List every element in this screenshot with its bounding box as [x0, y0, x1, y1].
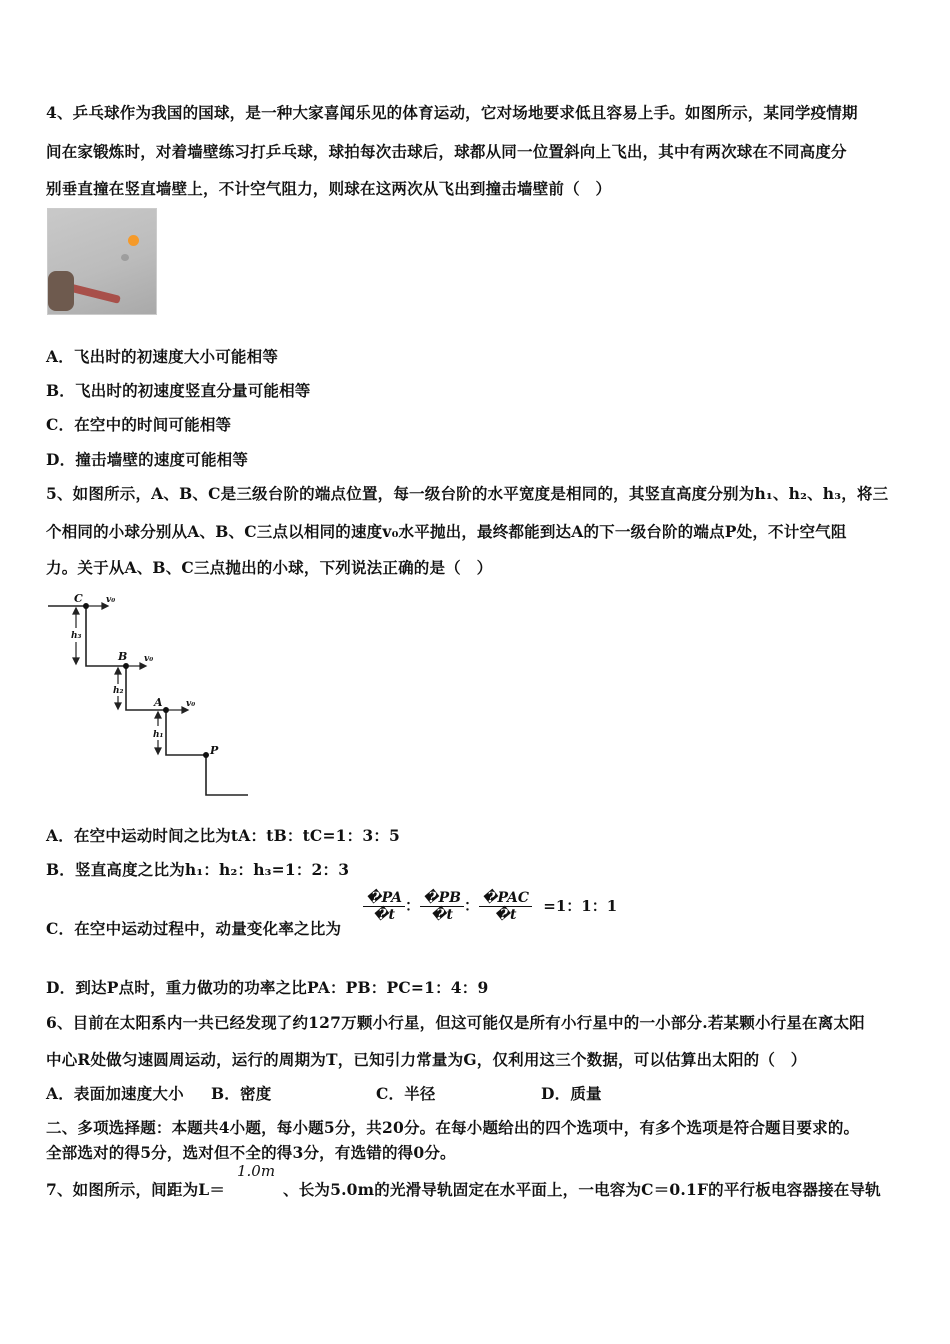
q6-option-c: C．半径: [376, 1084, 436, 1103]
label-h2: h₂: [113, 686, 124, 696]
q4-line-3: 别垂直撞在竖直墙壁上，不计空气阻力，则球在这两次从飞出到撞击墙壁前（ ）: [46, 179, 612, 198]
q4-option-a: A．飞出时的初速度大小可能相等: [46, 347, 279, 366]
q4-line-2: 间在家锻炼时，对着墙壁练习打乒乓球，球拍每次击球后，球都从同一位置斜向上飞出，其中有两次球在不同高度分: [46, 142, 847, 161]
q6-option-a: A．表面加速度大小: [46, 1084, 184, 1103]
section2-line-2: 全部选对的得5分，选对但不全的得3分，有选错的得0分。: [46, 1143, 456, 1162]
label-h1: h₁: [153, 730, 164, 740]
q5-option-c-prefix: C．在空中运动过程中，动量变化率之比为: [46, 919, 342, 938]
label-v0-a: v₀: [186, 699, 196, 709]
q5-option-a: A．在空中运动时间之比为tA：tB：tC=1：3：5: [46, 826, 401, 845]
ball-shadow: [121, 254, 129, 261]
q7-math-length: 1.0m: [237, 1162, 276, 1180]
q4-line-1: 4、乒乓球作为我国的国球，是一种大家喜闻乐见的体育运动，它对场地要求低且容易上手。如图所示，某同学疫情期: [46, 103, 858, 122]
q6-line-2: 中心R处做匀速圆周运动，运行的周期为T，已知引力常量为G，仅利用这三个数据，可以估算出太阳的（ ）: [46, 1050, 807, 1069]
q5-option-b: B．竖直高度之比为h₁：h₂：h₃=1：2：3: [46, 860, 350, 879]
label-b: B: [118, 650, 128, 663]
hand: [48, 271, 74, 311]
q4-option-c: C．在空中的时间可能相等: [46, 415, 232, 434]
q7-prefix: 7、如图所示，间距为L＝: [46, 1180, 226, 1199]
fraction-c: $\frac{\text{�PAC}}{�t}$: [479, 890, 532, 923]
q5-line-3: 力。关于从A、B、C三点抛出的小球，下列说法正确的是（ ）: [46, 558, 493, 577]
label-v0-c: v₀: [106, 595, 116, 605]
label-a: A: [154, 696, 163, 709]
section2-line-1: 二、多项选择题：本题共4小题，每小题5分，共20分。在每小题给出的四个选项中，有多个选项是符合题目要求的。: [46, 1118, 860, 1137]
q5-line-1: 5、如图所示，A、B、C是三级台阶的端点位置，每一级台阶的水平宽度是相同的，其竖直高度分别为h₁、h₂、h₃，将三: [46, 484, 889, 503]
q4-option-b: B．飞出时的初速度竖直分量可能相等: [46, 381, 311, 400]
label-v0-b: v₀: [144, 654, 154, 664]
ping-pong-photo: [47, 208, 157, 315]
q7-rest: 、长为5.0m的光滑导轨固定在水平面上，一电容为C＝0.1F的平行板电容器接在导轨: [283, 1180, 881, 1199]
q6-line-1: 6、目前在太阳系内一共已经发现了约127万颗小行星，但这可能仅是所有小行星中的一小部分.若某颗小行星在离太阳: [46, 1013, 865, 1032]
q4-option-d: D．撞击墙壁的速度可能相等: [46, 450, 249, 469]
ball-icon: [128, 235, 139, 246]
q6-option-d: D．质量: [541, 1084, 602, 1103]
q6-option-b: B．密度: [211, 1084, 272, 1103]
label-p: P: [210, 744, 219, 757]
q5-option-d: D．到达P点时，重力做功的功率之比PA：PB：PC=1：4：9: [46, 978, 489, 997]
q5-option-c-formula: $\frac{�PA}{�t}$ ： $\frac{�PB}{�t}$ ： $\frac{\text{�PAC}}{�t}$ =1：1：1: [363, 890, 617, 923]
q5-line-2: 个相同的小球分别从A、B、C三点以相同的速度v₀水平抛出，最终都能到达A的下一级台阶的端点P处，不计空气阻: [46, 522, 847, 541]
steps-diagram: [40, 588, 255, 803]
label-h3: h₃: [71, 631, 82, 641]
label-c: C: [74, 592, 83, 605]
fraction-a: $\frac{�PA}{�t}$: [363, 890, 405, 923]
fraction-b: $\frac{�PB}{�t}$: [420, 890, 464, 923]
